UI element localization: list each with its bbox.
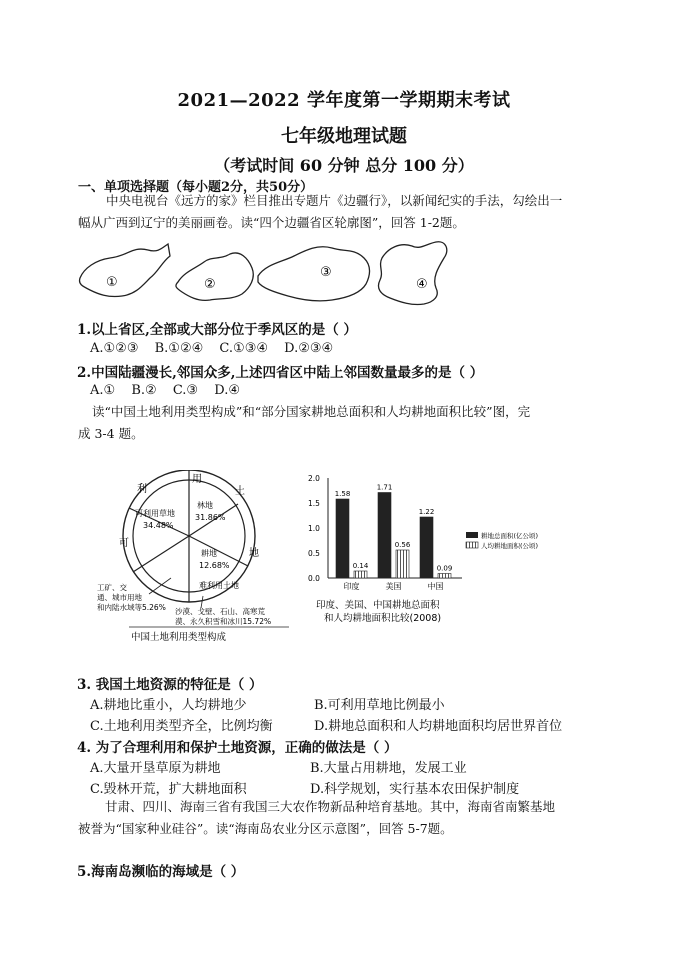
- y-tick-labels: [308, 474, 320, 583]
- option-d: D.②③④: [284, 341, 334, 356]
- desert-label-line-1: 沙漠、戈壁、石山、高寒荒: [175, 607, 265, 616]
- industrial-leader-line: [149, 578, 171, 594]
- map-label-3: ③: [320, 265, 332, 280]
- bar-total-area: [420, 517, 433, 578]
- bar-value-label: 0.14: [352, 562, 369, 570]
- segment-label-farmland: 耕地: [201, 549, 217, 558]
- question-4-option-d: D.科学规划，实行基本农田保护制度: [310, 782, 520, 797]
- category-label: 美国: [385, 582, 402, 591]
- segment-value-grassland: 34.48%: [143, 521, 174, 530]
- passage-3-4-line-2: 成 3-4 题。: [78, 426, 144, 441]
- section-heading: 一、单项选择题（每小题2分，共50分）: [78, 180, 314, 195]
- option-c: C.③: [172, 383, 199, 398]
- intro-line-1: 中央电视台《远方的家》栏目推出专题片《边疆行》，以新闻纪实的手法，勾绘出一: [106, 193, 563, 208]
- passage-5-7-line-1: 甘肃、四川、海南三省有我国三大农作物新品种培育基地。其中，海南省南繁基地: [105, 799, 556, 814]
- map-label-4: ④: [416, 277, 428, 292]
- question-5-text: 5.海南岛濒临的海域是（ ）: [77, 864, 245, 880]
- ring-char-1: 用: [192, 474, 202, 485]
- ring-char-5: 利: [137, 484, 147, 495]
- bar-value-label: 1.22: [418, 508, 435, 516]
- question-2-text: 2.中国陆疆漫长,邻国众多,上述四省区中陆上邻国数量最多的是（ ）: [77, 365, 484, 381]
- industrial-label-line-3: 和内陆水域等5.26%: [97, 603, 166, 612]
- segment-value-farmland: 12.68%: [199, 561, 230, 570]
- exam-title: 2021—2022 学年度第一学期期末考试: [177, 90, 511, 111]
- question-1-text: 1.以上省区,全部或大部分位于季风区的是（ ）: [77, 322, 357, 338]
- y-tick-label: 2.0: [308, 474, 320, 483]
- exam-subject-title: 七年级地理试题: [281, 126, 407, 147]
- y-tick-label: 1.0: [308, 524, 320, 533]
- bar-per-capita: [438, 574, 451, 579]
- pie-divider: [133, 536, 189, 572]
- option-b: B.①②④: [154, 341, 204, 356]
- bar-per-capita: [354, 571, 367, 578]
- question-4-option-a: A.大量开垦草原为耕地: [90, 761, 221, 776]
- question-2-options: [90, 383, 252, 398]
- bar-chart-title-line-2: 和人均耕地面积比较(2008): [324, 613, 442, 624]
- segment-label-forest: 林地: [197, 501, 213, 510]
- option-a: A.①②③: [90, 341, 139, 356]
- province-outline-maps: [70, 238, 650, 318]
- bar-value-label: 1.71: [376, 483, 393, 492]
- land-use-pie-chart: [93, 470, 293, 642]
- question-3-option-d: D.耕地总面积和人均耕地面积均居世界首位: [314, 719, 563, 734]
- intro-line-2: 幅从广西到辽宁的美丽画卷。读“四个边疆省区轮廓图”，回答 1-2题。: [78, 215, 465, 230]
- question-3-option-b: B.可利用草地比例最小: [314, 698, 445, 713]
- option-d: D.④: [214, 383, 240, 398]
- question-4-option-b: B.大量占用耕地，发展工业: [310, 761, 467, 776]
- industrial-label-line-1: 工矿、交: [97, 583, 127, 592]
- legend-label-percap: 人均耕地面积(公顷): [481, 542, 539, 550]
- question-4-text: 4. 为了合理利用和保护土地资源，正确的做法是（ ）: [77, 740, 398, 756]
- bar-group: [335, 484, 453, 592]
- bar-value-label: 0.56: [394, 541, 411, 549]
- bar-total-area: [378, 493, 391, 579]
- desert-label-line-2: 漠、永久积雪和冰川15.72%: [175, 617, 272, 626]
- option-b: B.②: [131, 383, 157, 398]
- question-1-options: [90, 341, 345, 356]
- y-tick-label: 0.0: [308, 574, 320, 583]
- y-tick-label: 0.5: [308, 549, 320, 558]
- province-outline-3: [258, 247, 370, 301]
- ring-char-4: 可: [119, 538, 129, 549]
- ring-char-2: 土: [235, 486, 245, 497]
- exam-time-info: （考试时间 60 分钟 总分 100 分）: [214, 156, 474, 175]
- pie-caption: 中国土地利用类型构成: [131, 632, 227, 642]
- bar-value-label: 0.09: [436, 564, 453, 573]
- segment-label-unusable: 难利用土地: [199, 581, 239, 590]
- option-a: A.①: [90, 383, 116, 398]
- segment-value-forest: 31.86%: [195, 513, 226, 522]
- y-tick-label: 1.5: [308, 499, 320, 508]
- ring-char-3: 地: [249, 548, 259, 559]
- bar-total-area: [336, 499, 349, 578]
- bar-per-capita: [396, 550, 409, 578]
- farmland-bar-chart: [306, 470, 576, 630]
- passage-3-4-line-1: 读“中国土地利用类型构成”和“部分国家耕地总面积和人均耕地面积比较”图，完: [92, 404, 531, 419]
- legend-swatch-percap: [466, 542, 478, 548]
- legend-label-total: 耕地总面积(亿公顷): [481, 532, 539, 540]
- bar-chart-title-line-1: 印度、美国、中国耕地总面积: [316, 600, 440, 611]
- map-label-1: ①: [106, 275, 118, 290]
- question-4-option-c: C.毁林开荒，扩大耕地面积: [90, 782, 247, 797]
- category-label: 印度: [343, 582, 360, 591]
- question-3-option-a: A.耕地比重小，人均耕地少: [90, 698, 247, 713]
- legend-swatch-total: [466, 532, 478, 538]
- industrial-label-line-2: 通、城市用地: [97, 593, 142, 602]
- province-outline-4: [378, 242, 446, 305]
- province-outline-1: [79, 244, 170, 297]
- passage-5-7-line-2: 被誉为“国家种业硅谷”。读“海南岛农业分区示意图”，回答 5-7题。: [78, 821, 453, 836]
- category-label: 中国: [427, 582, 444, 591]
- segment-label-grassland: 可利用草地: [135, 509, 175, 518]
- map-label-2: ②: [204, 277, 216, 292]
- bar-value-label: 1.58: [334, 490, 351, 498]
- option-c: C.①③④: [219, 341, 269, 356]
- question-3-text: 3. 我国土地资源的特征是（ ）: [77, 677, 263, 693]
- question-3-option-c: C.土地利用类型齐全，比例均衡: [90, 719, 273, 734]
